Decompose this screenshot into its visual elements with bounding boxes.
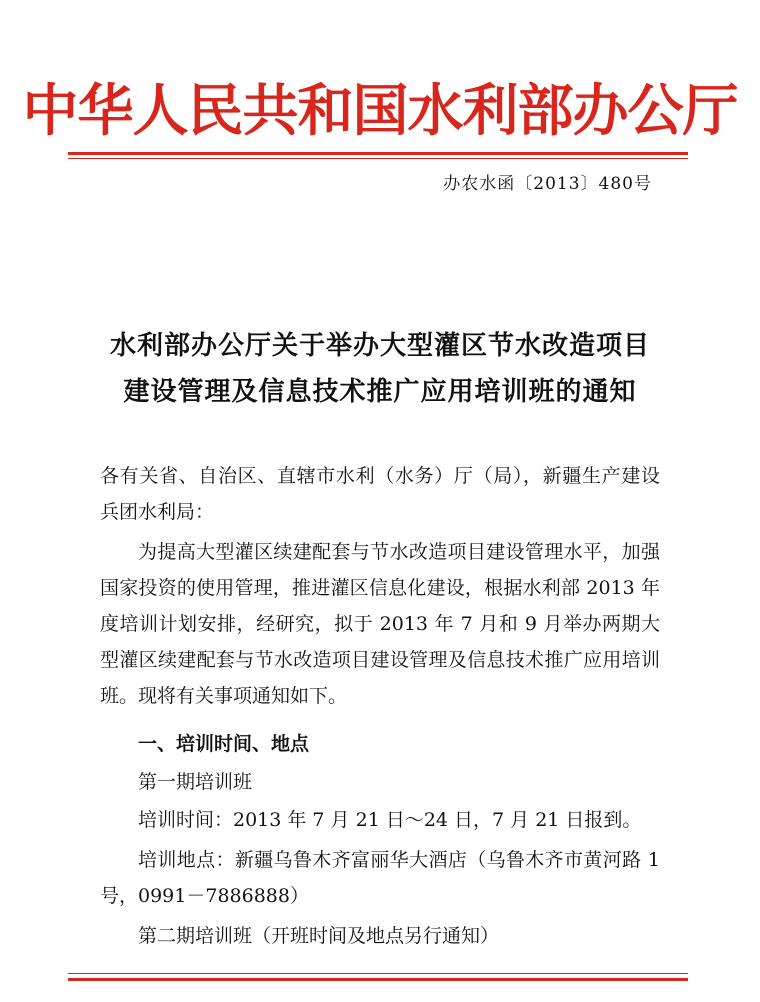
footer-rule-thick — [68, 978, 688, 981]
masthead-rule-thin — [68, 158, 688, 159]
document-title-line-2: 建设管理及信息技术推广应用培训班的通知 — [123, 377, 637, 407]
masthead-org-name: 中华人民共和国水利部办公厅 — [22, 78, 738, 144]
session-1-time: 培训时间：2013 年 7 月 21 日～24 日，7 月 21 日报到。 — [138, 809, 642, 831]
masthead-rule-thick — [68, 152, 688, 155]
section-heading-time-location: 一、培训时间、地点 — [138, 733, 310, 755]
document-title-line-1: 水利部办公厅关于举办大型灌区节水改造项目 — [109, 331, 650, 361]
footer-rule-thin — [68, 973, 688, 974]
session-2-label: 第二期培训班（开班时间及地点另行通知） — [138, 925, 500, 947]
session-1-location: 培训地点：新疆乌鲁木齐富丽华大酒店（乌鲁木齐市黄河路 1 号，0991－7886888） — [100, 849, 660, 907]
addressee: 各有关省、自治区、直辖市水利（水务）厅（局），新疆生产建设兵团水利局： — [100, 465, 660, 523]
session-1-label: 第一期培训班 — [138, 771, 253, 793]
document-number: 办农水函〔2013〕480号 — [443, 174, 652, 194]
intro-paragraph: 为提高大型灌区续建配套与节水改造项目建设管理水平，加强国家投资的使用管理，推进灌区信息化建设，根据水利部 2013 年度培训计划安排，经研究，拟于 2013 年 7 月和 9 月举办两期大型灌区续建配套与节水改造项目建设管理及信息技术推广应用培训班。现将有关事项通知如下。 — [100, 541, 660, 707]
